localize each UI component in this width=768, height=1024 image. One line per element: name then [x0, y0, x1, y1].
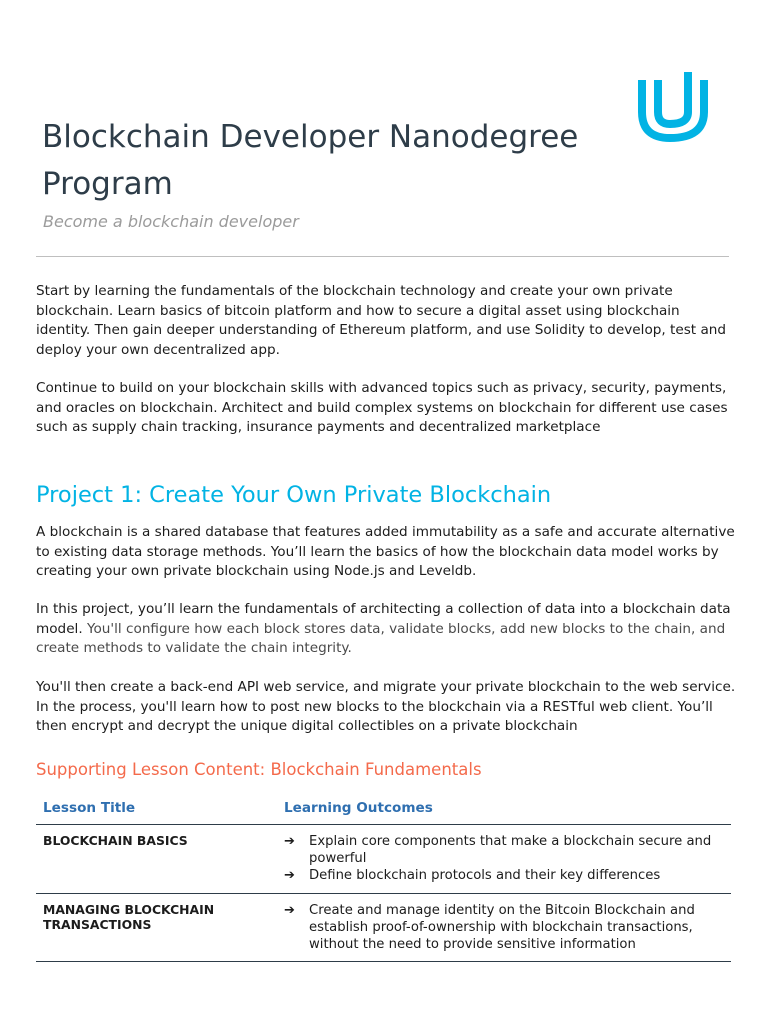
outcome-text: Define blockchain protocols and their key differences: [309, 868, 661, 884]
project-paragraph-2: [36, 600, 736, 659]
arrow-right-icon: ➔: [284, 834, 295, 849]
lesson-title: BLOCKCHAIN BASICS: [36, 825, 277, 894]
list-item: [284, 902, 731, 954]
lesson-outcomes: [277, 893, 731, 962]
project-heading: Project 1: Create Your Own Private Blockchain: [36, 482, 552, 508]
lesson-outcomes: [277, 825, 731, 894]
project-paragraph-2b: You'll configure how each block stores data, validate blocks, add new blocks to the chain, and create methods to validate the chain integrity.: [36, 620, 726, 657]
intro-paragraph-1: Start by learning the fundamentals of the blockchain technology and create your own private blockchain. Learn basics of bitcoin platform and how to secure a digital asset using blockchain identity. Then gain deeper understanding of Ethereum platform, and use Solidity to develop, test and deploy your own decentralized app.: [36, 283, 727, 358]
project-paragraph-1: A blockchain is a shared database that features added immutability as a safe and accurate alternative to existing data storage methods. You’ll learn the basics of how the blockchain data model works by creating your own private blockchain using Node.js and Leveldb.: [36, 524, 735, 580]
lesson-table-header: [36, 794, 731, 825]
arrow-right-icon: ➔: [284, 902, 295, 918]
outcome-text: Explain core components that make a blockchain secure and powerful: [309, 834, 712, 867]
header-divider: [36, 256, 729, 257]
arrow-right-icon: ➔: [284, 868, 295, 884]
supporting-heading: Supporting Lesson Content: Blockchain Fundamentals: [36, 760, 482, 779]
list-item: [284, 867, 731, 884]
udacity-logo-icon: [636, 68, 710, 144]
column-lesson-title: Lesson Title: [36, 794, 277, 825]
outcome-text: Create and manage identity on the Bitcoin Blockchain and establish proof-of-ownership with blockchain transactions, without the need to provide sensitive information: [309, 902, 695, 953]
page-title: Blockchain Developer Nanodegree Program: [42, 119, 579, 202]
lesson-title: MANAGING BLOCKCHAIN TRANSACTIONS: [36, 893, 277, 962]
page-subtitle: Become a blockchain developer: [43, 212, 299, 231]
column-learning-outcomes: Learning Outcomes: [277, 794, 731, 825]
project-paragraph-3: You'll then create a back-end API web service, and migrate your private blockchain to the web service. In the process, you'll learn how to post new blocks to the blockchain via a RESTful web client. You’ll then encrypt and decrypt the unique digital collectibles on a private blockchain: [36, 679, 736, 735]
intro-paragraph-2: Continue to build on your blockchain skills with advanced topics such as privacy, security, payments, and oracles on blockchain. Architect and build complex systems on blockchain for different use cases such as supply chain tracking, insurance payments and decentralized marketplace: [36, 380, 728, 436]
list-item: [284, 833, 731, 867]
table-row: [36, 825, 731, 894]
project-paragraph-2a: In this project, you’ll learn the fundamentals of architecting a collection of data into a blockchain data model.: [36, 601, 731, 637]
lesson-table: [36, 794, 731, 962]
table-row: [36, 893, 731, 962]
